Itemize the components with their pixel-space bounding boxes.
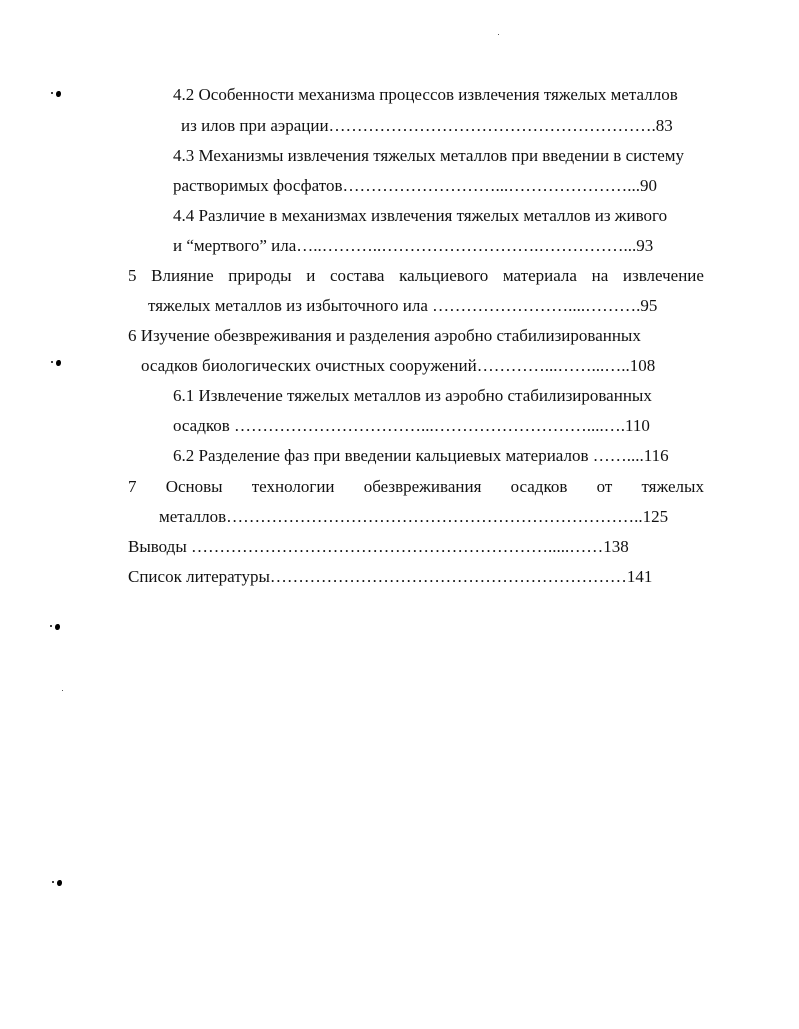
toc-entry-text: металлов………………………………………………………………..125 (159, 507, 669, 526)
toc-entry-text: и “мертвого” ила…..………..……………………….……………...93 (173, 236, 654, 255)
toc-word: 5 (128, 266, 137, 285)
toc-entry-text: из илов при аэрации………………………………………………….83 (181, 116, 673, 135)
scan-speck (62, 690, 63, 691)
toc-entry-justified-line (128, 477, 704, 497)
toc-word: извлечение (622, 266, 704, 285)
toc-word: Влияние (151, 266, 214, 285)
toc-entry-text: 6 Изучение обезвреживания и разделения аэробно стабилизированных (128, 326, 641, 345)
toc-entry-text: 6.1 Извлечение тяжелых металлов из аэробно стабилизированных (173, 386, 652, 405)
toc-entry-text: 4.4 Различие в механизмах извлечения тяжелых металлов из живого (173, 206, 668, 225)
toc-word: 7 (128, 477, 137, 496)
toc-entry-text: осадков биологических очистных сооружений…………...……...…..108 (141, 356, 656, 375)
toc-word: осадков (510, 477, 568, 496)
toc-entry-text: растворимых фосфатов………………………...…………………...90 (173, 176, 658, 195)
toc-word: и (306, 266, 316, 285)
margin-dot-mark (57, 880, 62, 886)
margin-dot-mark (56, 91, 61, 97)
toc-entry-justified-line (128, 266, 704, 286)
toc-entry-text: осадков ……………………………...………………………....….110 (173, 416, 650, 435)
toc-word: тяжелых (641, 477, 704, 496)
margin-dot-mark (56, 360, 61, 366)
toc-word: на (591, 266, 609, 285)
toc-word: состава (329, 266, 385, 285)
toc-word: природы (228, 266, 292, 285)
toc-word: технологии (251, 477, 335, 496)
toc-entry-text: Список литературы………………………………………………………141 (128, 567, 653, 586)
toc-entry-text: Выводы ……………………………………………………….....……138 (128, 537, 629, 556)
toc-entry-text: 6.2 Разделение фаз при введении кальциевых материалов ……....116 (173, 446, 669, 465)
toc-word: от (596, 477, 613, 496)
toc-word: Основы (165, 477, 223, 496)
toc-word: обезвреживания (363, 477, 482, 496)
toc-entry-text: тяжелых металлов из избыточного ила ……………………....……….95 (148, 296, 658, 315)
margin-dot-mark (55, 624, 60, 630)
toc-word: материала (502, 266, 577, 285)
toc-entry-text: 4.3 Механизмы извлечения тяжелых металлов при введении в систему (173, 146, 684, 165)
scan-speck (498, 34, 499, 35)
toc-word: кальциевого (399, 266, 489, 285)
toc-entry-text: 4.2 Особенности механизма процессов извлечения тяжелых металлов (173, 85, 678, 104)
